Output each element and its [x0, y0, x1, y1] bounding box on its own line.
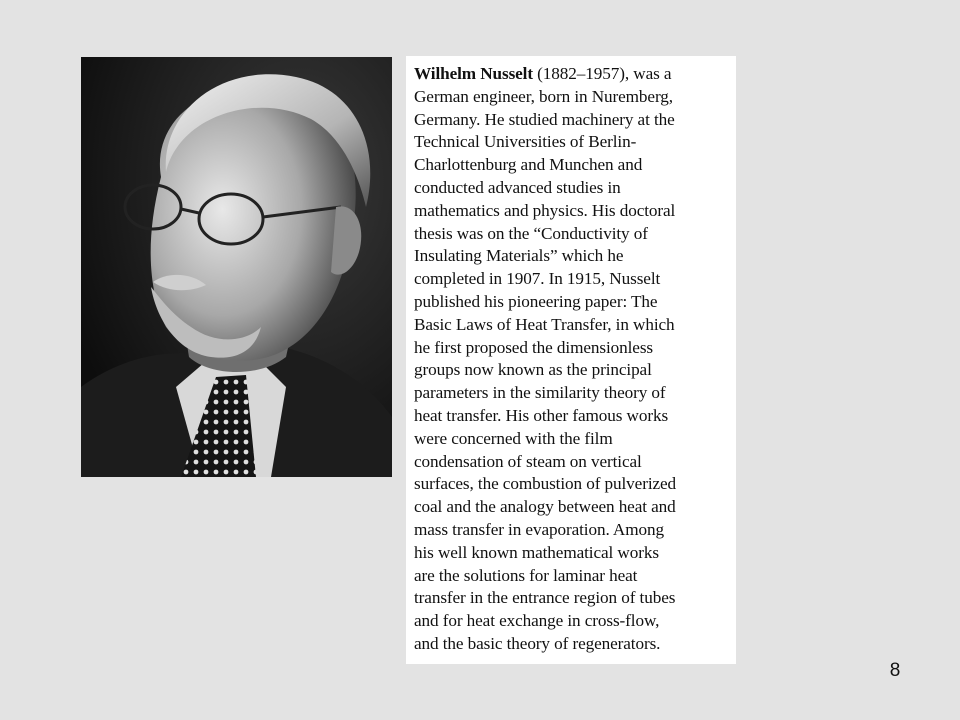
portrait-image — [81, 57, 392, 477]
biography-text — [414, 63, 728, 656]
portrait-photo — [81, 57, 392, 477]
biography-body: (1882–1957), was a German engineer, born in Nuremberg, Germany. He studied machinery at the Technical Universities of Berlin- Charlottenburg and Munchen and conducted advanced studies in mathematics and physics. His doctoral thesis was on the “Conductivity of Insulating Materials” which he completed in 1907. In 1915, Nusselt published his pioneering paper: The Basic Laws of Heat Transfer, in which he first proposed the dimensionless groups now known as the principal parameters in the similarity theory of heat transfer. His other famous works were concerned with the film condensation of steam on vertical surfaces, the combustion of pulverized coal and the analogy between heat and mass transfer in evaporation. Among his well known mathematical works are the solutions for laminar heat transfer in the entrance region of tubes and for heat exchange in cross-flow, and the basic theory of regenerators. — [414, 64, 677, 653]
biography-card — [406, 56, 736, 664]
page-number: 8 — [889, 660, 901, 681]
biography-name: Wilhelm Nusselt — [414, 64, 533, 83]
